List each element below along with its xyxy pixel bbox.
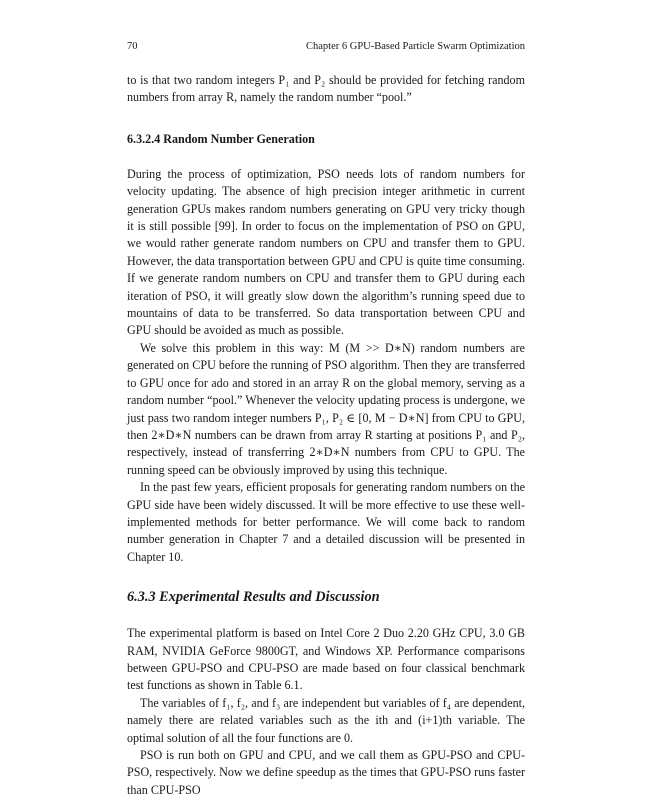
paragraph-exp-3: PSO is run both on GPU and CPU, and we call them as GPU-PSO and CPU-PSO, respectively. Now we define speedup as the times that GPU-PSO runs faster than CPU-PSO	[127, 748, 525, 797]
paragraph-exp-1: The experimental platform is based on Intel Core 2 Duo 2.20 GHz CPU, 3.0 GB RAM, NVIDIA GeForce 9800GT, and Windows XP. Performance comparisons between GPU-PSO and CPU-PSO are made based on four classical benchmark test functions as shown in Table 6.1.	[127, 626, 525, 693]
running-title: Chapter 6 GPU-Based Particle Swarm Optimization	[306, 41, 525, 52]
paragraph-rng-2: We solve this problem in this way: M (M >> D∗N) random numbers are generated on CPU before the running of PSO algorithm. Then they are transferred to GPU once for ado and stored in an array R on the global memory, serving as a random number “pool.” Whenever the velocity updating process is undergone, we just pass two random integer numbers P₁, P₂ ∈ [0, M − D∗N] from CPU to GPU, then 2∗D∗N numbers can be drawn from array R starting at positions P₁ and P₂, respectively, instead of transferring 2∗D∗N numbers from CPU to GPU. The running speed can be obviously improved by using this technique.	[127, 340, 525, 477]
page	[127, 40, 525, 799]
paragraph-rng-3: In the past few years, efficient proposals for generating random numbers on the GPU side have been widely discussed. It will be more effective to use these well-implemented methods for better performance. We will come back to random number generation in Chapter 7 and a detailed discussion will be presented in Chapter 10.	[127, 480, 525, 564]
section-heading-experimental-results: 6.3.3 Experimental Results and Discussion	[127, 589, 380, 606]
page-number: 70	[127, 41, 138, 52]
paragraph-exp-2: The variables of f₁, f₂, and f₃ are independent but variables of f₄ are dependent, namely there are related variables such as the ith and (i+1)th variable. The optimal solution of all the four functions are 0.	[127, 695, 525, 745]
running-header	[127, 40, 525, 54]
paragraph-rng-1: During the process of optimization, PSO needs lots of random numbers for velocity updating. The absence of high precision integer arithmetic in current generation GPUs makes random numbers generating on GPU very tricky though it is still possible [99]. In order to focus on the implementation of PSO on GPU, we would rather generate random numbers on CPU and transfer them to GPU. However, the data transportation between GPU and CPU is quite time consuming. If we generate random numbers on CPU and transfer them to GPU during each iteration of PSO, it will greatly slow down the algorithm’s running speed due to mountains of data to be transferred. So data transportation between CPU and GPU should be avoided as much as possible.	[127, 166, 525, 338]
subsection-heading-random-number-generation: 6.3.2.4 Random Number Generation	[127, 131, 315, 146]
intro-paragraph: to is that two random integers P₁ and P₂ should be provided for fetching random numbers from array R, namely the random number “pool.”	[127, 73, 525, 105]
